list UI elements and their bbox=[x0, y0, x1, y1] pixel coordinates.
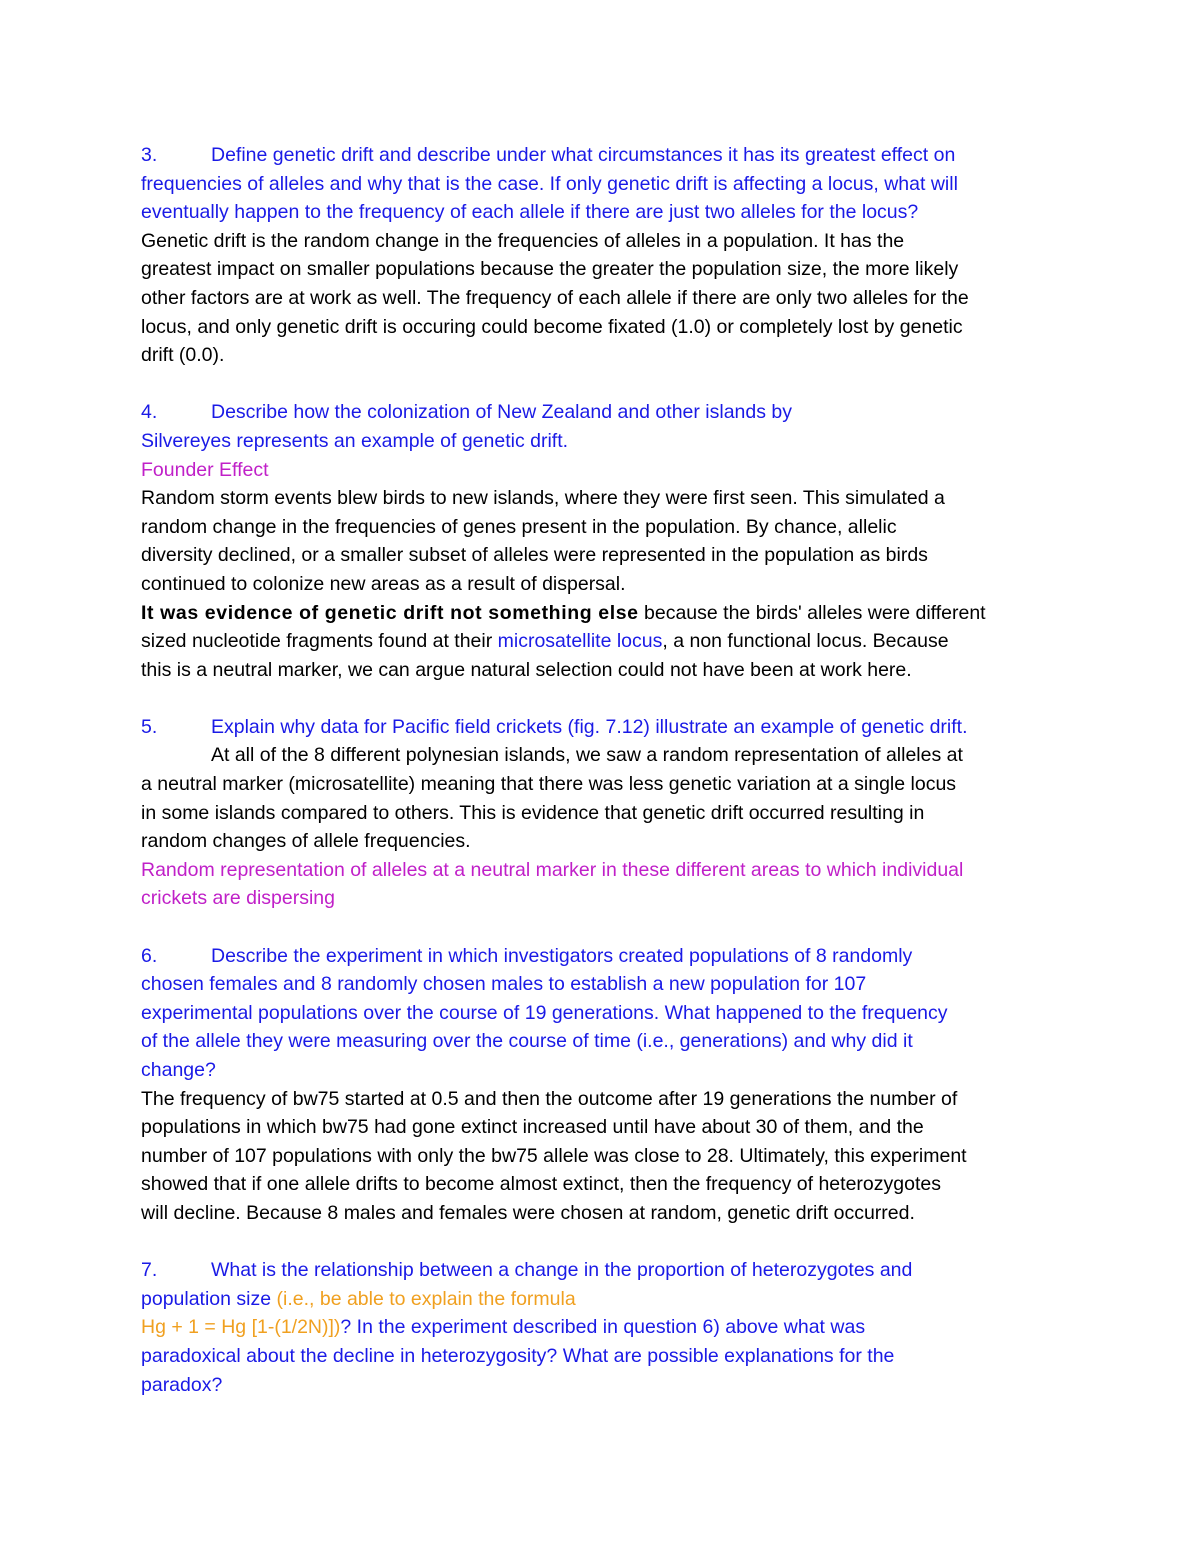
question-text: Explain why data for Pacific field crickets (fig. 7.12) illustrate an example of genetic drift. bbox=[211, 715, 968, 738]
question-3 bbox=[141, 141, 1071, 370]
answer-text: locus, and only genetic drift is occuring could become fixated (1.0) or completely lost by genetic bbox=[141, 315, 963, 338]
question-number: 6. bbox=[141, 944, 158, 967]
question-text: Describe how the colonization of New Zealand and other islands by bbox=[211, 401, 793, 424]
question-7 bbox=[141, 1256, 1071, 1399]
note-text: crickets are dispersing bbox=[141, 887, 335, 910]
answer-text: Random storm events blew birds to new islands, where they were first seen. This simulated a bbox=[141, 487, 945, 510]
note-text: Founder Effect bbox=[141, 458, 269, 481]
microsatellite-term: microsatellite locus bbox=[497, 630, 663, 653]
question-text: paradox? bbox=[141, 1373, 223, 1396]
question-4 bbox=[141, 398, 1071, 684]
question-text: population size bbox=[141, 1287, 277, 1310]
answer-text: The frequency of bw75 started at 0.5 and then the outcome after 19 generations the number of bbox=[141, 1087, 958, 1110]
question-number: 7. bbox=[141, 1259, 158, 1282]
formula-note: (i.e., be able to explain the formula bbox=[276, 1287, 576, 1310]
question-3-line bbox=[141, 141, 1071, 170]
question-number: 4. bbox=[141, 401, 158, 424]
question-7-line-3 bbox=[141, 1313, 1071, 1342]
answer-text: sized nucleotide fragments found at their bbox=[141, 630, 498, 653]
answer-text: a neutral marker (microsatellite) meaning that there was less genetic variation at a single locus bbox=[141, 773, 957, 796]
evidence-bold-text: It was evidence of genetic drift not something else bbox=[141, 601, 639, 624]
answer-text: continued to colonize new areas as a result of dispersal. bbox=[141, 572, 626, 595]
answer-text: populations in which bw75 had gone extinct increased until have about 30 of them, and the bbox=[141, 1116, 924, 1139]
document-page bbox=[141, 141, 1071, 1399]
answer-text: , a non functional locus. Because bbox=[662, 630, 949, 653]
question-text: chosen females and 8 randomly chosen males to establish a new population for 107 bbox=[141, 973, 867, 996]
question-text: paradoxical about the decline in heterozygosity? What are possible explanations for the bbox=[141, 1344, 895, 1367]
question-text: Describe the experiment in which investigators created populations of 8 randomly bbox=[211, 944, 913, 967]
answer-text: in some islands compared to others. This is evidence that genetic drift occurred resulting in bbox=[141, 801, 925, 824]
question-6-line bbox=[141, 942, 1071, 971]
question-7-line-2 bbox=[141, 1285, 1071, 1314]
answer-evidence-line bbox=[141, 599, 1071, 628]
question-7-line bbox=[141, 1256, 1071, 1285]
question-text: frequencies of alleles and why that is the case. If only genetic drift is affecting a locus, what will bbox=[141, 172, 958, 195]
question-text: What is the relationship between a change in the proportion of heterozygotes and bbox=[211, 1259, 913, 1282]
question-number: 5. bbox=[141, 715, 158, 738]
answer-evidence-line bbox=[141, 627, 1071, 656]
answer-text: showed that if one allele drifts to become almost extinct, then the frequency of heterozygotes bbox=[141, 1173, 941, 1196]
question-5-line bbox=[141, 713, 1071, 742]
answer-text: Genetic drift is the random change in the frequencies of alleles in a population. It has the bbox=[141, 229, 905, 252]
question-text: of the allele they were measuring over the course of time (i.e., generations) and why did it bbox=[141, 1030, 913, 1053]
question-4-line bbox=[141, 398, 1071, 427]
answer-first-line bbox=[141, 741, 1071, 770]
note-text: Random representation of alleles at a neutral marker in these different areas to which individual bbox=[141, 858, 964, 881]
question-text: Silvereyes represents an example of genetic drift. bbox=[141, 429, 569, 452]
formula-text: Hg + 1 = Hg [1-(1/2N)]) bbox=[141, 1316, 341, 1339]
question-text: change? bbox=[141, 1059, 216, 1081]
answer-text: At all of the 8 different polynesian islands, we saw a random representation of alleles at bbox=[211, 744, 963, 767]
question-text: experimental populations over the course of 19 generations. What happened to the frequency bbox=[141, 1001, 948, 1024]
answer-text: greatest impact on smaller populations because the greater the population size, the more likely bbox=[141, 258, 959, 281]
question-text: ? In the experiment described in question 6) above what was bbox=[340, 1316, 866, 1339]
answer-text: drift (0.0). bbox=[141, 344, 225, 367]
answer-text: random change in the frequencies of genes present in the population. By chance, allelic bbox=[141, 515, 897, 538]
answer-text: this is a neutral marker, we can argue natural selection could not have been at work here. bbox=[141, 658, 912, 681]
question-6 bbox=[141, 942, 1071, 1228]
answer-text: random changes of allele frequencies. bbox=[141, 830, 471, 853]
question-text: eventually happen to the frequency of each allele if there are just two alleles for the locus? bbox=[141, 201, 919, 224]
question-text: Define genetic drift and describe under what circumstances it has its greatest effect on bbox=[211, 144, 956, 166]
question-number: 3. bbox=[141, 144, 158, 166]
answer-text: diversity declined, or a smaller subset of alleles were represented in the population as birds bbox=[141, 544, 928, 567]
answer-text: will decline. Because 8 males and females were chosen at random, genetic drift occurred. bbox=[141, 1201, 915, 1224]
answer-text: number of 107 populations with only the bw75 allele was close to 28. Ultimately, this experiment bbox=[141, 1144, 967, 1167]
question-5 bbox=[141, 713, 1071, 913]
answer-text: because the birds' alleles were different bbox=[638, 601, 986, 624]
answer-text: other factors are at work as well. The frequency of each allele if there are only two alleles for the bbox=[141, 286, 969, 309]
